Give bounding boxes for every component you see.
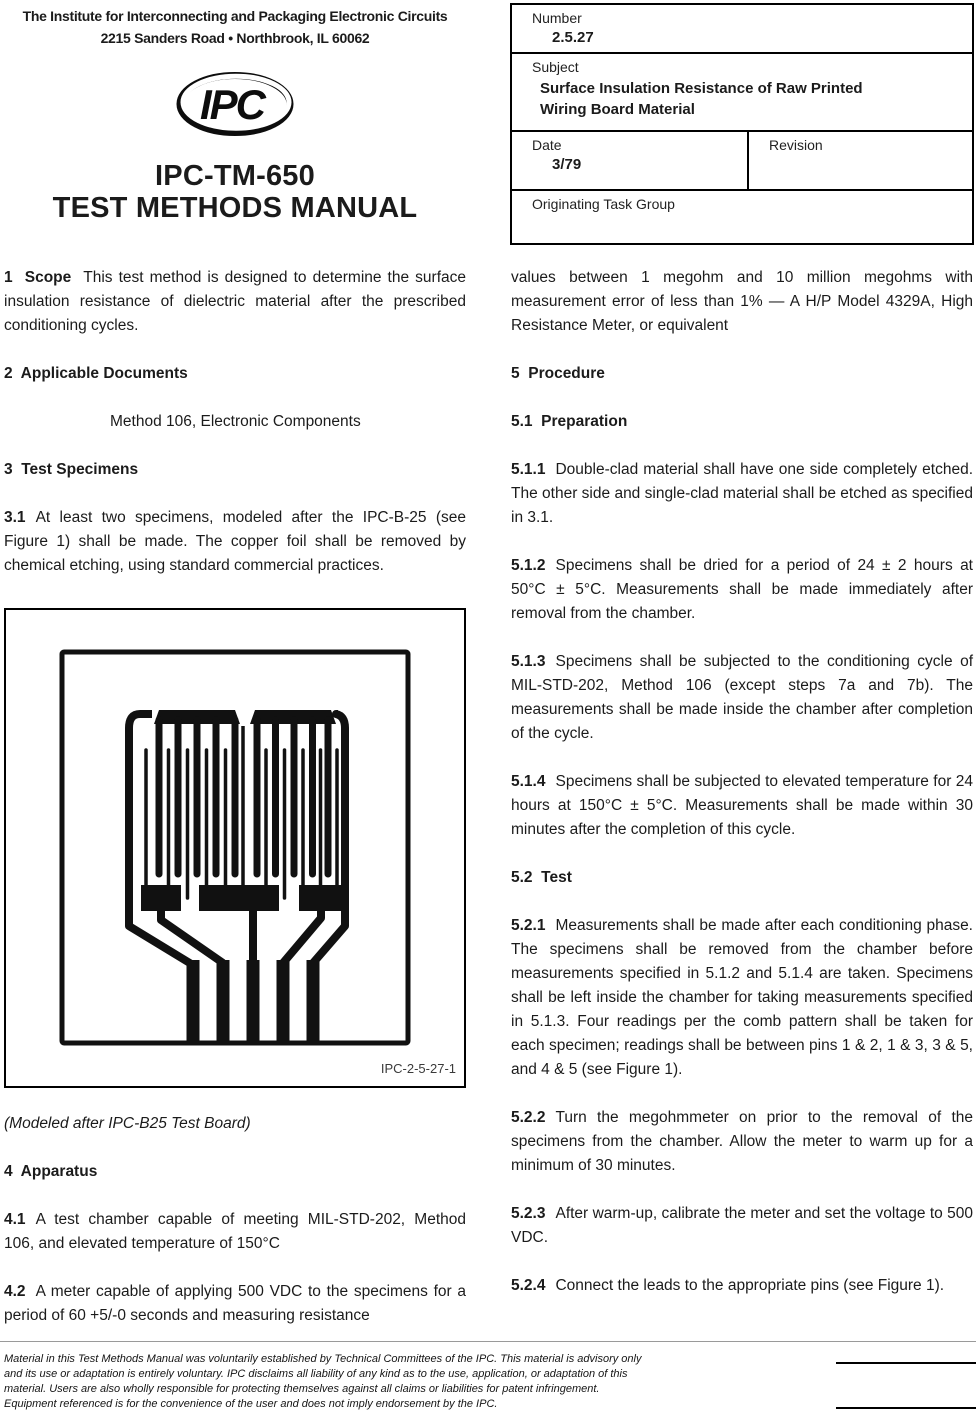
- section-1-scope: [4, 266, 466, 338]
- section-4-2: 4.2 A meter capable of applying 500 VDC to the specimens for a period of 60 +5/-0 seconds and measuring resistance: [4, 1283, 466, 1324]
- section-1-text: This test method is designed to determine the surface insulation resistance of dielectric material after the prescribed conditioning cycles.: [4, 269, 466, 334]
- info-row-date-revision: [512, 130, 972, 189]
- section-5-1-4: 5.1.4 Specimens shall be subjected to elevated temperature for 24 hours at 150°C ± 5°C. Measurements shall be made within 30 minutes after the completion of this cycle.: [511, 773, 973, 838]
- section-5-2-1: 5.2.1 Measurements shall be made after each conditioning phase. The specimens shall be removed from the chamber before measurements specified in 5.1.2 and 5.1.4 are taken. Specimens shall be left inside the chamber for taking measurements specified in 5.1.3. Four readings per the comb pattern shall be taken for each specimen; readings shall be between pins 1 & 2, 1 & 3, 3 & 5, and 4 & 5 (see Figure 1).: [511, 917, 973, 1078]
- section-4-heading: 4 Apparatus: [4, 1163, 98, 1180]
- date-value: 3/79: [552, 156, 582, 173]
- revision-label: Revision: [769, 137, 823, 153]
- info-row-subject: [512, 52, 972, 130]
- left-column: [4, 266, 466, 1328]
- ipc-logo-text: IPC: [200, 81, 265, 128]
- footer-rule-top: [836, 1362, 976, 1364]
- applicable-document-item: Method 106, Electronic Components: [110, 413, 361, 430]
- section-5-1-1: 5.1.1 Double-clad material shall have one side completely etched. The other side and single-clad material shall be etched as specified in 3.1.: [511, 461, 973, 526]
- publisher-street: 2215 Sanders Road • Northbrook, IL 60062: [100, 30, 370, 46]
- info-row-task-group: [512, 189, 972, 243]
- section-2-heading: 2 Applicable Documents: [4, 365, 188, 382]
- footer-divider: [0, 1341, 976, 1342]
- footer-rule-bottom: [836, 1407, 976, 1409]
- info-row-number: [512, 5, 972, 52]
- ipc-logo-icon: [176, 72, 294, 136]
- figure-caption: (Modeled after IPC-B25 Test Board): [4, 1115, 251, 1132]
- method-info-table: [510, 3, 974, 245]
- right-column: [511, 266, 973, 1298]
- section-5-2-4: 5.2.4 Connect the leads to the appropriate pins (see Figure 1).: [511, 1277, 945, 1294]
- figure-number-label: IPC-2-5-27-1: [380, 1061, 456, 1076]
- manual-title-name: TEST METHODS MANUAL: [52, 192, 418, 224]
- section-5-1-3: 5.1.3 Specimens shall be subjected to the conditioning cycle of MIL-STD-202, Method 106 (except steps 7a and 7b). The measurements shall be made inside the chamber after completion of the cycle.: [511, 653, 973, 742]
- subject-value: Surface Insulation Resistance of Raw Printed Wiring Board Material: [540, 80, 863, 118]
- originating-task-group-label: Originating Task Group: [532, 196, 675, 212]
- section-5-2-heading: 5.2 Test: [511, 869, 572, 886]
- date-cell: [512, 132, 747, 189]
- section-3-1: 3.1 At least two specimens, modeled after the IPC-B-25 (see Figure 1) shall be made. The copper foil shall be removed by chemical etching, using standard commercial practices.: [4, 509, 466, 574]
- section-5-1-heading: 5.1 Preparation: [511, 413, 628, 430]
- section-4-1: 4.1 A test chamber capable of meeting MIL-STD-202, Method 106, and elevated temperature of 150°C: [4, 1211, 466, 1252]
- publisher-address: [0, 5, 470, 49]
- publisher-name: The Institute for Interconnecting and Packaging Electronic Circuits: [22, 8, 448, 24]
- section-5-heading: 5 Procedure: [511, 365, 605, 382]
- figure-1-test-board: [4, 608, 466, 1088]
- revision-cell: [747, 132, 972, 189]
- manual-title-number: IPC-TM-650: [155, 160, 315, 192]
- section-1-heading: 1 Scope: [4, 269, 72, 286]
- number-label: Number: [532, 10, 582, 26]
- footer-disclaimer: Material in this Test Methods Manual was voluntarily established by Technical Committees of the IPC. This material is advisory only and its use or adaptation is entirely voluntary. IPC disclaims all liability of any kind as to the use, application, or adaptation of this material. Users are also wholly responsible for protecting themselves against all claims or liabilities for patent infringement. Equipment referenced is for the convenience of the user and does not imply endorsement by the IPC.: [4, 1353, 642, 1410]
- section-5-2-3: 5.2.3 After warm-up, calibrate the meter and set the voltage to 500 VDC.: [511, 1205, 973, 1246]
- manual-title: [0, 160, 470, 224]
- comb-pattern-drawing: [6, 610, 464, 1086]
- section-5-2-2: 5.2.2 Turn the megohmmeter on prior to the removal of the specimens from the chamber. Allow the meter to warm up for a minimum of 30 minutes.: [511, 1109, 973, 1174]
- subject-label: Subject: [532, 59, 579, 75]
- section-3-heading: 3 Test Specimens: [4, 461, 139, 478]
- ipc-logo: [176, 72, 294, 141]
- section-4-2-continuation: values between 1 megohm and 10 million megohms with measurement error of less than 1% — A H/P Model 4329A, High Resistance Meter, or equivalent: [511, 269, 973, 334]
- section-5-1-2: 5.1.2 Specimens shall be dried for a period of 24 ± 2 hours at 50°C ± 5°C. Measurements shall be made immediately after removal from the chamber.: [511, 557, 973, 622]
- date-label: Date: [532, 137, 562, 153]
- number-value: 2.5.27: [552, 29, 594, 46]
